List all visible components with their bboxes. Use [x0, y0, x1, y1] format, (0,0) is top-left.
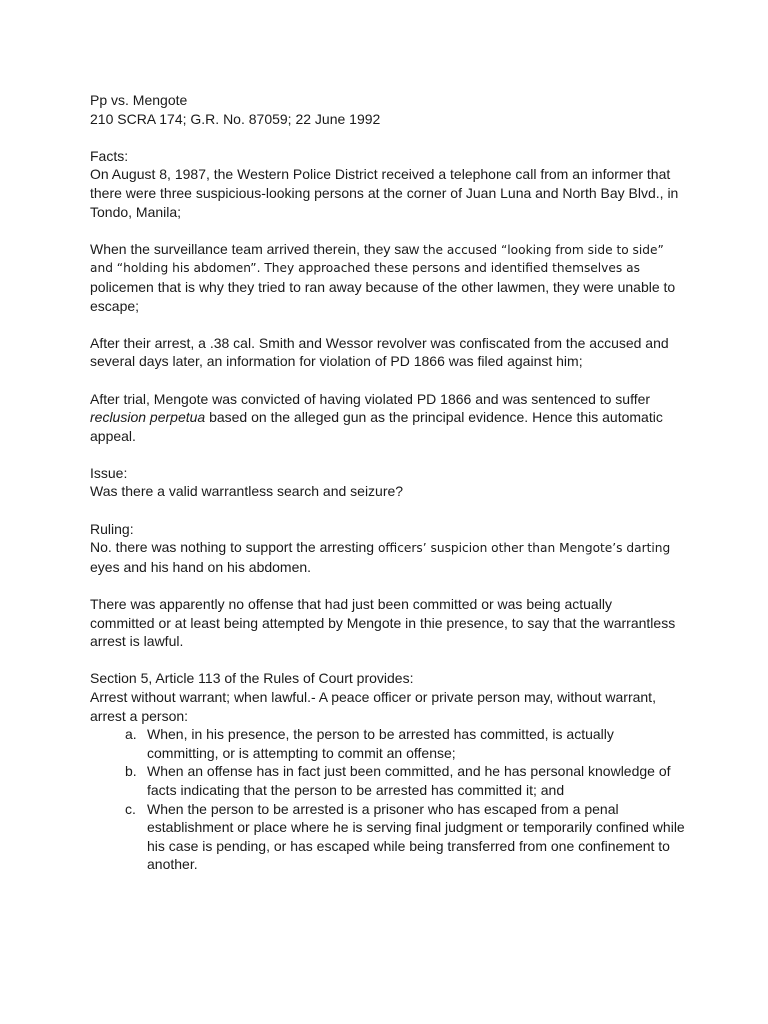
text-line: After their arrest, a .38 cal. Smith and Wessor revolver was confiscated from the accused and — [90, 334, 669, 351]
text-run: When the surveillance team arrived therein, they saw — [90, 240, 424, 257]
issue-text: Was there a valid warrantless search and seizure? — [90, 483, 404, 500]
text-line: his case is pending, or has escaped while being transferred from one confinement to — [147, 837, 670, 854]
issue-heading: Issue: — [90, 464, 128, 481]
text-line: Arrest without warrant; when lawful.- A peace officer or private person may, without warrant, — [90, 689, 656, 705]
ruling-heading: Ruling: — [90, 520, 134, 537]
facts-section — [90, 147, 690, 446]
case-citation: 210 SCRA 174; G.R. No. 87059; 22 June 1992 — [90, 110, 381, 127]
text-line: another. — [147, 856, 198, 873]
text-line: eyes and his hand on his abdomen. — [90, 558, 312, 575]
text-line: When, in his presence, the person to be arrested has committed, is actually — [147, 726, 614, 743]
text-line: policemen that is why they tried to ran away because of the other lawmen, they were unable to — [90, 278, 676, 295]
spacer — [90, 445, 690, 464]
text-line: After trial, Mengote was convicted of having violated PD 1866 and was sentenced to suffer — [90, 390, 651, 407]
facts-paragraph-3 — [90, 334, 690, 371]
text-line: committed or at least being attempted by Mengote in thie presence, to say that the warrantless — [90, 614, 676, 631]
text-line — [90, 408, 690, 427]
text-line: arrest is lawful. — [90, 633, 184, 650]
text-line-alt-font: and “holding his abdomen”. They approached these persons and identified themselves as — [90, 261, 640, 276]
text-line: facts indicating that the person to be arrested has committed it; and — [147, 781, 565, 798]
text-run-alt-font: the accused “looking from side to side” — [423, 242, 664, 257]
text-line: escape; — [90, 297, 140, 314]
text-line: committing, or is attempting to commit an offense; — [147, 744, 456, 761]
list-item — [90, 762, 690, 799]
spacer — [90, 371, 690, 390]
ruling-section — [90, 520, 690, 874]
list-item — [90, 725, 690, 762]
case-title: Pp vs. Mengote — [90, 92, 188, 108]
facts-paragraph-2 — [90, 240, 690, 315]
spacer — [90, 576, 690, 595]
text-line: several days later, an information for violation of PD 1866 was filed against him; — [90, 353, 583, 370]
section-intro: Section 5, Article 113 of the Rules of Court provides: — [90, 670, 414, 687]
text-line: establishment or place where he is serving final judgment or temporarily confined while — [147, 819, 685, 836]
text-line: There was apparently no offense that had just been committed or was being actually — [90, 596, 612, 613]
lettered-list — [90, 725, 690, 874]
issue-section — [90, 464, 690, 501]
list-marker: a. — [125, 726, 137, 743]
ruling-paragraph-1 — [90, 538, 690, 576]
document-page — [90, 91, 690, 874]
text-line: Tondo, Manila; — [90, 203, 182, 220]
list-marker: c. — [125, 800, 136, 817]
facts-paragraph-1 — [90, 165, 690, 221]
text-line: arrest a person: — [90, 707, 189, 724]
text-run: No. there was nothing to support the arresting — [90, 539, 378, 556]
list-marker: b. — [125, 763, 137, 780]
spacer — [90, 221, 690, 240]
text-line: there were three suspicious-looking persons at the corner of Juan Luna and North Bay Blvd., in — [90, 184, 679, 201]
text-run: based on the alleged gun as the principal evidence. Hence this automatic — [205, 409, 663, 426]
spacer — [90, 315, 690, 334]
ruling-paragraph-2 — [90, 595, 690, 651]
text-line: appeal. — [90, 427, 136, 444]
rules-of-court-section — [90, 669, 690, 874]
list-item — [90, 800, 690, 874]
italic-term: reclusion perpetua — [90, 409, 206, 426]
facts-heading: Facts: — [90, 147, 129, 164]
facts-paragraph-4 — [90, 390, 690, 446]
spacer — [90, 128, 690, 147]
spacer — [90, 501, 690, 520]
spacer — [90, 651, 690, 670]
text-line — [90, 538, 690, 558]
text-line — [90, 240, 690, 260]
text-run-alt-font: officers’ suspicion other than Mengote’s darting — [377, 541, 671, 556]
text-line: On August 8, 1987, the Western Police District received a telephone call from an informer that — [90, 166, 671, 183]
case-header — [90, 91, 690, 128]
text-line: When the person to be arrested is a prisoner who has escaped from a penal — [147, 800, 619, 817]
text-line: When an offense has in fact just been committed, and he has personal knowledge of — [147, 763, 671, 780]
